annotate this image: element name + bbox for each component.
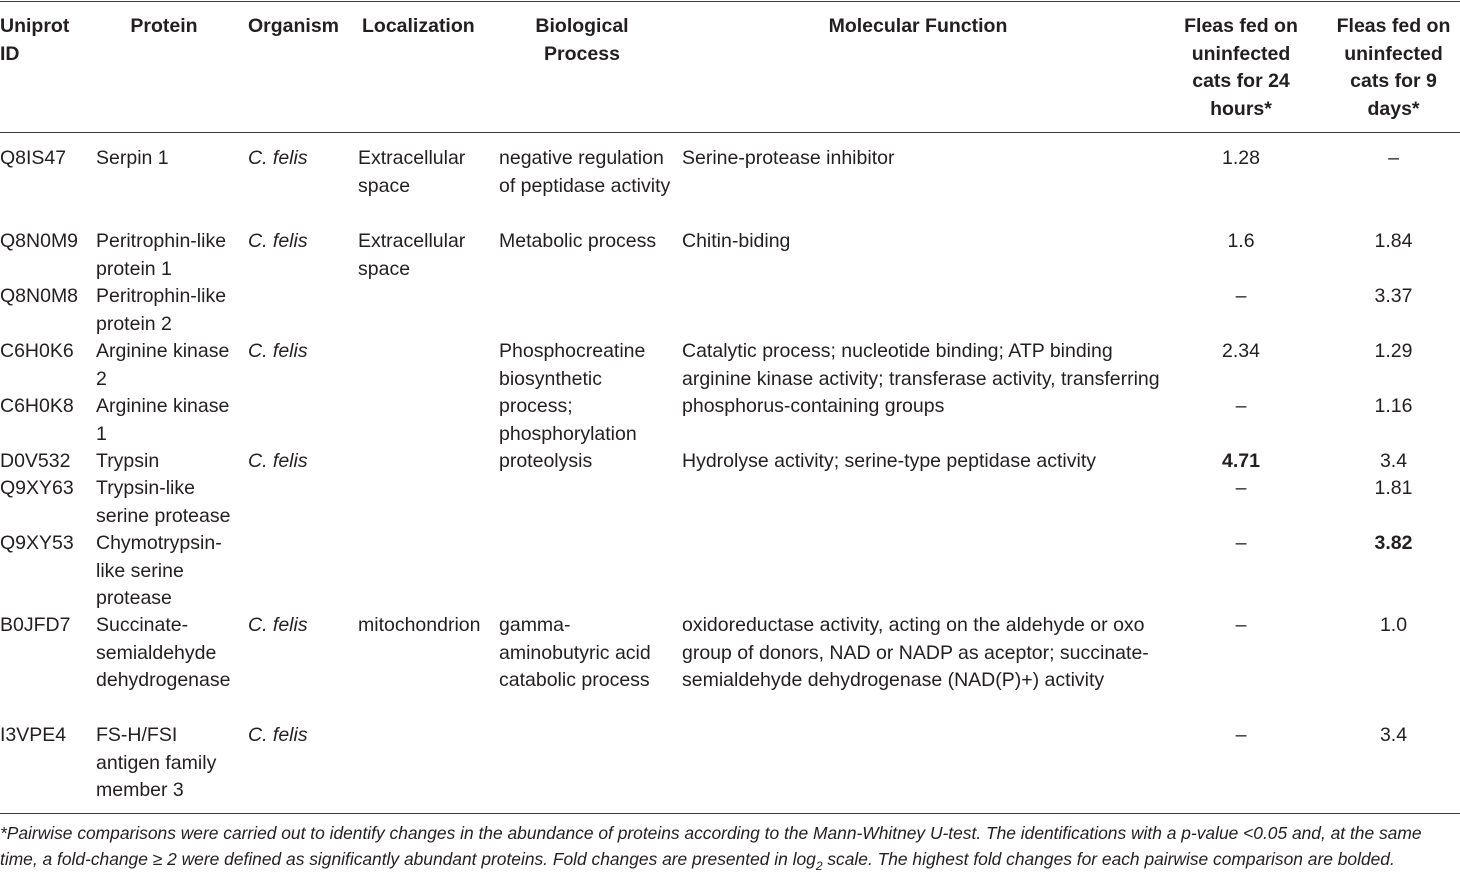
cell-molecular-function: Serine-protease inhibitor	[682, 147, 895, 169]
cell-biological-process: gamma-aminobutyric acid catabolic process	[499, 614, 651, 691]
cell-organism: C. felis	[248, 230, 308, 252]
cell-biological-process: Metabolic process	[499, 230, 657, 252]
footnote-subscript: 2	[815, 859, 823, 873]
header-fleas-9d: Fleas fed on uninfected cats for 9 days*	[1336, 15, 1451, 120]
table-top-rule	[0, 1, 1460, 2]
cell-fleas-9d: 3.4	[1379, 724, 1408, 746]
cell-fleas-24h: 2.34	[1222, 340, 1260, 362]
cell-protein: Arginine kinase 2	[96, 340, 230, 390]
cell-localization: Extracellular space	[358, 230, 466, 280]
cell-fleas-24h: –	[1235, 395, 1247, 417]
cell-fleas-9d: 1.81	[1374, 477, 1413, 499]
cell-uniprot-id: Q8N0M8	[0, 285, 79, 307]
cell-protein: Arginine kinase 1	[96, 395, 230, 445]
header-biological-process: Biological Process	[535, 15, 629, 65]
cell-fleas-9d: 3.82	[1374, 532, 1413, 554]
cell-fleas-9d: 1.84	[1374, 230, 1413, 252]
cell-organism: C. felis	[248, 450, 308, 472]
table-header-rule	[0, 132, 1460, 133]
cell-uniprot-id: Q9XY53	[0, 532, 74, 554]
cell-uniprot-id: Q9XY63	[0, 477, 74, 499]
table-bottom-rule	[0, 813, 1460, 814]
cell-fleas-24h: –	[1235, 532, 1247, 554]
cell-fleas-24h: –	[1235, 614, 1247, 636]
header-localization: Localization	[362, 15, 475, 37]
footnote-text: *Pairwise comparisons were carried out to identify changes in the abundance of proteins according to the Mann-Whitney U-test. The identifications with a p-value <0.05 and, at the same time, a fold-change ≥ 2 were defined as significantly abundant proteins. Fold changes are presented in log	[0, 823, 1422, 869]
cell-fleas-24h: –	[1235, 724, 1247, 746]
cell-organism: C. felis	[248, 340, 308, 362]
cell-organism: C. felis	[248, 724, 308, 746]
cell-protein: Trypsin-like serine protease	[96, 477, 231, 527]
header-organism: Organism	[248, 15, 340, 37]
cell-biological-process: negative regulation of peptidase activity	[499, 147, 671, 197]
header-uniprot-id: Uniprot ID	[0, 15, 70, 65]
cell-molecular-function: oxidoreductase activity, acting on the aldehyde or oxo group of donors, NAD or NADP as aceptor; succinate-semialdehyde dehydrogenase (NAD(P)+) activity	[682, 614, 1149, 691]
cell-uniprot-id: Q8N0M9	[0, 230, 79, 252]
cell-protein: FS-H/FSI antigen family member 3	[96, 724, 217, 801]
footnote-tail: scale. The highest fold changes for each pairwise comparison are bolded.	[822, 849, 1395, 869]
cell-uniprot-id: I3VPE4	[0, 724, 67, 746]
cell-uniprot-id: B0JFD7	[0, 614, 71, 636]
cell-localization: Extracellular space	[358, 147, 466, 197]
cell-biological-process: Phosphocreatine biosynthetic process; phosphorylation	[499, 340, 646, 445]
cell-fleas-9d: –	[1388, 147, 1399, 169]
cell-uniprot-id: Q8IS47	[0, 147, 67, 169]
cell-uniprot-id: C6H0K6	[0, 340, 74, 362]
cell-fleas-9d: 1.16	[1374, 395, 1413, 417]
cell-fleas-24h: 1.28	[1222, 147, 1260, 169]
cell-fleas-24h: –	[1235, 477, 1247, 499]
cell-uniprot-id: C6H0K8	[0, 395, 74, 417]
cell-protein: Serpin 1	[96, 147, 169, 169]
cell-protein: Chymotrypsin-like serine protease	[96, 532, 222, 609]
cell-molecular-function: Hydrolyse activity; serine-type peptidase activity	[682, 450, 1097, 472]
cell-fleas-9d: 1.0	[1379, 614, 1408, 636]
cell-biological-process: proteolysis	[499, 450, 593, 472]
cell-protein: Peritrophin-like protein 2	[96, 285, 227, 335]
cell-molecular-function: Catalytic process; nucleotide binding; ATP binding arginine kinase activity; transferase activity, transferring phosphorus-containing groups	[682, 340, 1160, 417]
table-footnote	[0, 820, 1460, 874]
header-molecular-function: Molecular Function	[828, 15, 1008, 37]
cell-localization: mitochondrion	[358, 614, 481, 636]
cell-protein: Trypsin	[96, 450, 160, 472]
cell-uniprot-id: D0V532	[0, 450, 71, 472]
header-fleas-24h: Fleas fed on uninfected cats for 24 hours*	[1184, 15, 1298, 120]
cell-fleas-9d: 3.4	[1379, 450, 1408, 472]
cell-fleas-9d: 1.29	[1374, 340, 1413, 362]
cell-organism: C. felis	[248, 147, 308, 169]
cell-fleas-24h: 4.71	[1222, 450, 1260, 472]
header-protein: Protein	[130, 15, 198, 37]
cell-fleas-24h: 1.6	[1227, 230, 1255, 252]
cell-organism: C. felis	[248, 614, 308, 636]
cell-molecular-function: Chitin-biding	[682, 230, 791, 252]
cell-fleas-24h: –	[1235, 285, 1247, 307]
cell-protein: Peritrophin-like protein 1	[96, 230, 227, 280]
cell-protein: Succinate-semialdehyde dehydrogenase	[96, 614, 231, 691]
cell-fleas-9d: 3.37	[1374, 285, 1413, 307]
